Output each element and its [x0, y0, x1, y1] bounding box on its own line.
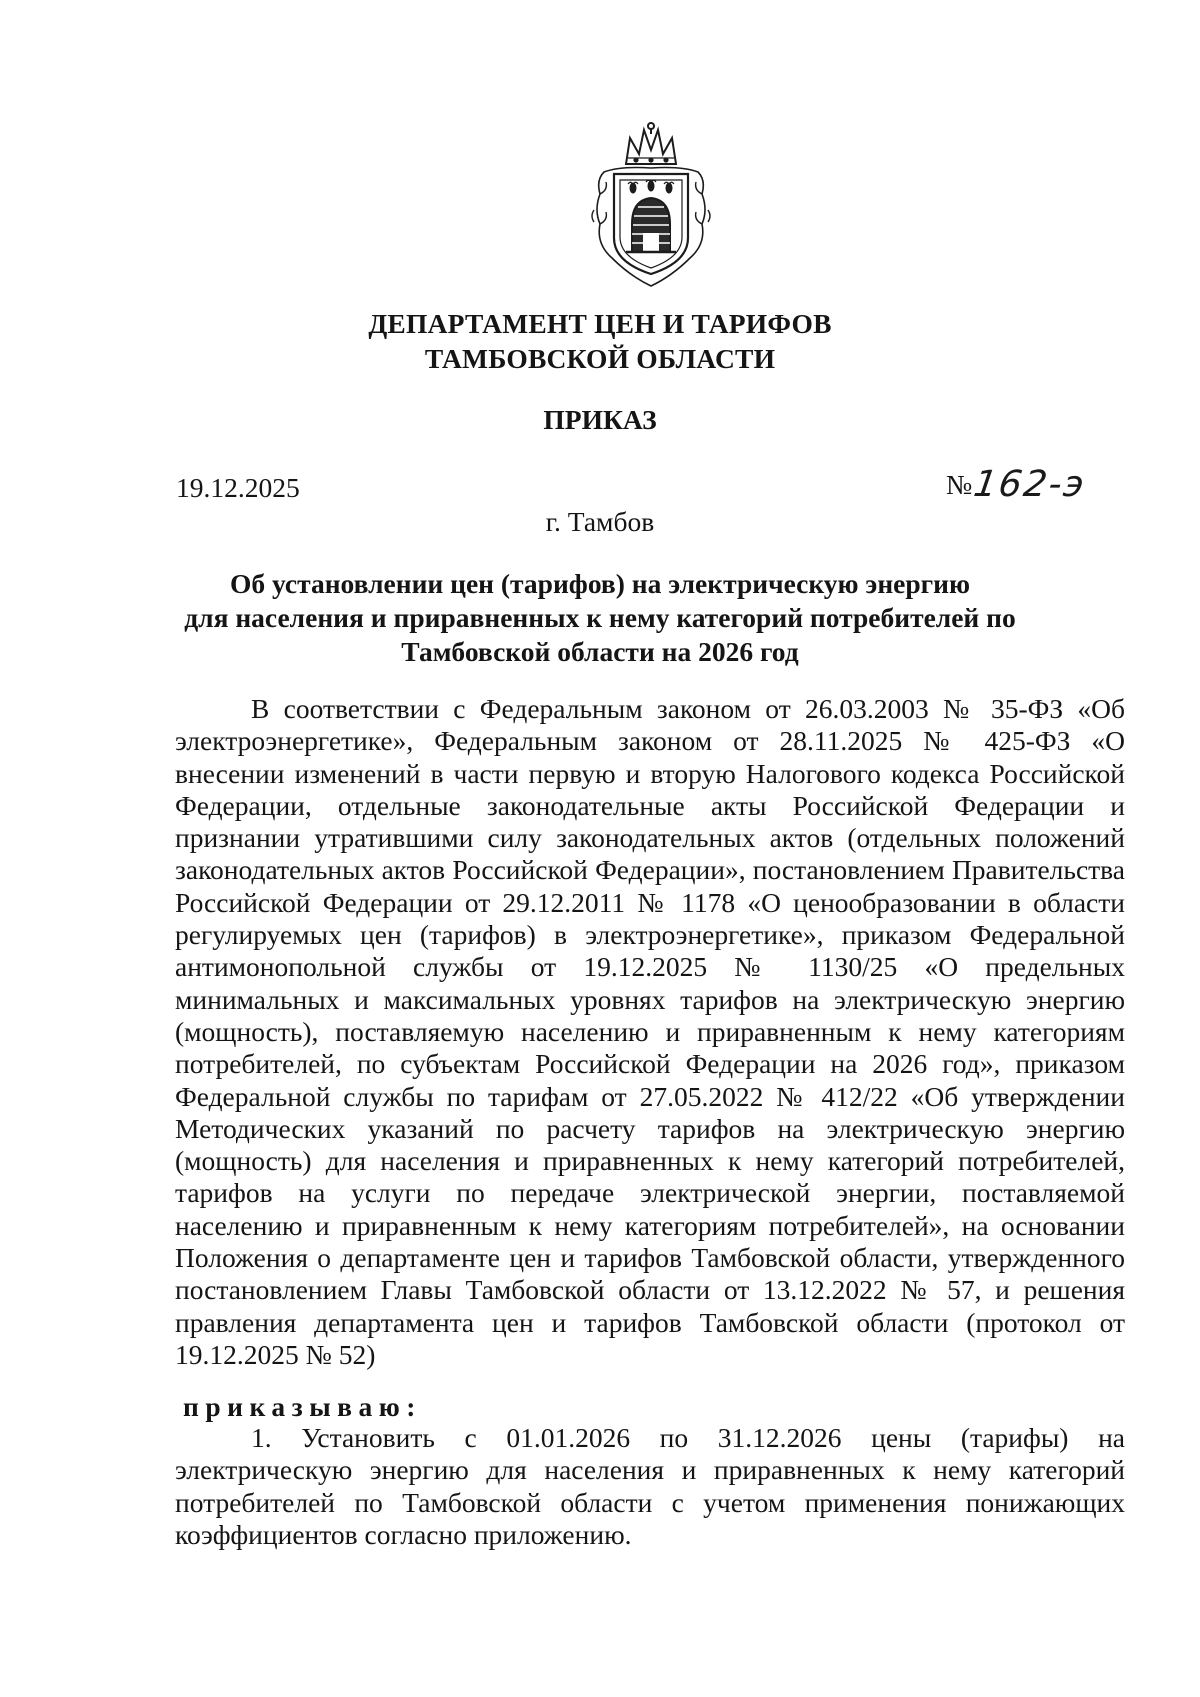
document-type: ПРИКАЗ — [543, 404, 657, 435]
title-line2: для населения и приравненных к нему категорий потребителей по — [184, 602, 1016, 633]
title-line1: Об установлении цен (тарифов) на электрическую энергию — [229, 568, 971, 599]
document-title — [0, 567, 1200, 669]
handwritten-order-number: 162-э — [971, 464, 1089, 506]
department-heading — [0, 306, 1200, 376]
order-item-1: 1. Установить с 01.01.2026 по 31.12.2026 цены (тарифы) на электрическую энергию для населения и приравненных к нему категорий потребителей по Тамбовской области с учетом применения понижающих коэффициентов согласно приложению. — [175, 1422, 1125, 1550]
department-name-line1: ДЕПАРТАМЕНТ ЦЕН И ТАРИФОВ — [368, 308, 832, 339]
tambov-coat-of-arms-icon — [586, 120, 716, 290]
preamble-paragraph: В соответствии с Федеральным законом от 26.03.2003 № 35-ФЗ «Об электроэнергетике», Федеральным законом от 28.11.2025 № 425-ФЗ «О внесении изменений в части первую и вторую Налогового кодекса Российской Федерации, отдельные законодательные акты Российской Федерации и признании утратившими силу законодательных актов (отдельных положений законодательных актов Российской Федерации», постановлением Правительства Российской Федерации от 29.12.2011 № 1178 «О ценообразовании в области регулируемых цен (тарифов) в электроэнергетике», приказом Федеральной антимонопольной службы от 19.12.2025 № 1130/25 «О предельных минимальных и максимальных уровнях тарифов на электрическую энергию (мощность), поставляемую населению и приравненным к нему категориям потребителей, по субъектам Российской Федерации на 2026 год», приказом Федеральной службы по тарифам от 27.05.2022 № 412/22 «Об утверждении Методических указаний по расчету тарифов на электрическую энергию (мощность) для населения и приравненных к нему категорий потребителей, тарифов на услуги по передаче электрической энергии, поставляемой населению и приравненным к нему категориям потребителей», на основании Положения о департаменте цен и тарифов Тамбовской области, утвержденного постановлением Главы Тамбовской области от 13.12.2022 № 57, и решения правления департамента цен и тарифов Тамбовской области (протокол от 19.12.2025 № 52) — [175, 693, 1125, 1370]
number-sign: № — [946, 469, 973, 501]
department-name-line2: ТАМБОВСКОЙ ОБЛАСТИ — [424, 343, 776, 374]
order-date: 19.12.2025 — [176, 472, 300, 503]
order-number — [946, 464, 1089, 506]
order-keyword: приказываю: — [183, 1391, 422, 1422]
city: г. Тамбов — [545, 506, 655, 537]
title-line3: Тамбовской области на 2026 год — [401, 636, 799, 667]
